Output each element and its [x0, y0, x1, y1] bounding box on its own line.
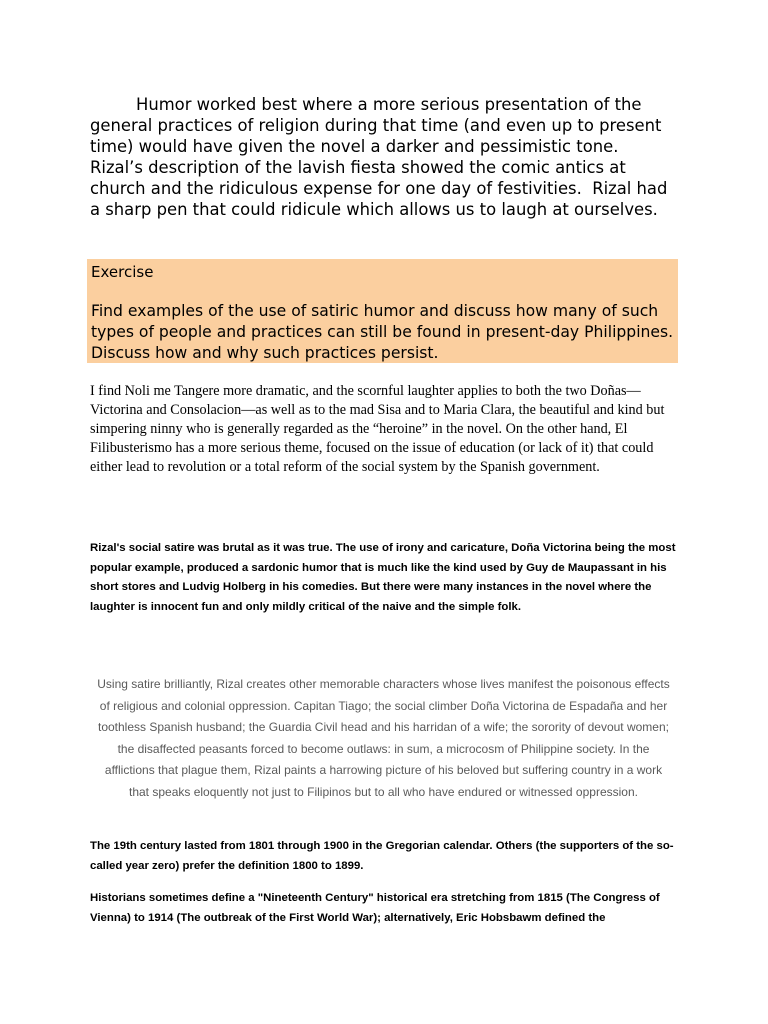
intro-paragraph: Humor worked best where a more serious presentation of the general practices of religion during that time (and even up to present time) would have given the novel a darker and pessimistic tone. Rizal’s description of the lavish fiesta showed the comic antics at church and the ridiculous expense for one day of festivities. Rizal had a sharp pen that could ridicule which allows us to laugh at ourselves. — [90, 95, 673, 219]
memorable-characters-paragraph: Using satire brilliantly, Rizal creates other memorable characters whose lives manifest the poisonous effects of religious and colonial oppression. Capitan Tiago; the social climber Doña Victorina de Espadaña and her toothless Spanish husband; the Guardia Civil head and his harridan of a wife; the sorority of devout women; the disaffected peasants forced to become outlaws: in sum, a microcosm of Philippine society. In the afflictions that plague them, Rizal paints a harrowing picture of his beloved but suffering country in a work that speaks eloquently not just to Filipinos but to all who have endured or witnessed oppression. — [97, 677, 670, 799]
century-paragraph: The 19th century lasted from 1801 through 1900 in the Gregorian calendar. Others (the supporters of the so-called year zero) prefer the definition 1800 to 1899. — [90, 840, 674, 872]
noli-paragraph: I find Noli me Tangere more dramatic, and the scornful laughter applies to both the two Doñas—Victorina and Consolacion—as well as to the mad Sisa and to Maria Clara, the beautiful and kind but simpering ninny who is generally regarded as the “heroine” in the novel. On the other hand, El Filibusterismo has a more serious theme, focused on the issue of education (or lack of it) that could either lead to revolution or a total reform of the social system by the Spanish government. — [90, 383, 665, 475]
exercise-prompt: Find examples of the use of satiric humor and discuss how many of such types of people and practices can still be found in present-day Philippines. Discuss how and why such practices persist. — [91, 302, 674, 362]
exercise-heading: Exercise — [91, 263, 154, 281]
historians-paragraph: Historians sometimes define a "Nineteenth Century" historical era stretching from 1815 (The Congress of Vienna) to 1914 (The outbreak of the First World War); alternatively, Eric Hobsbawm defined the — [90, 892, 660, 924]
satire-paragraph: Rizal's social satire was brutal as it was true. The use of irony and caricature, Doña Victorina being the most popular example, produced a sardonic humor that is much like the kind used by Guy de Maupassant in his short stores and Ludvig Holberg in his comedies. But there were many instances in the novel where the laughter is innocent fun and only mildly critical of the naive and the simple folk. — [90, 542, 676, 613]
